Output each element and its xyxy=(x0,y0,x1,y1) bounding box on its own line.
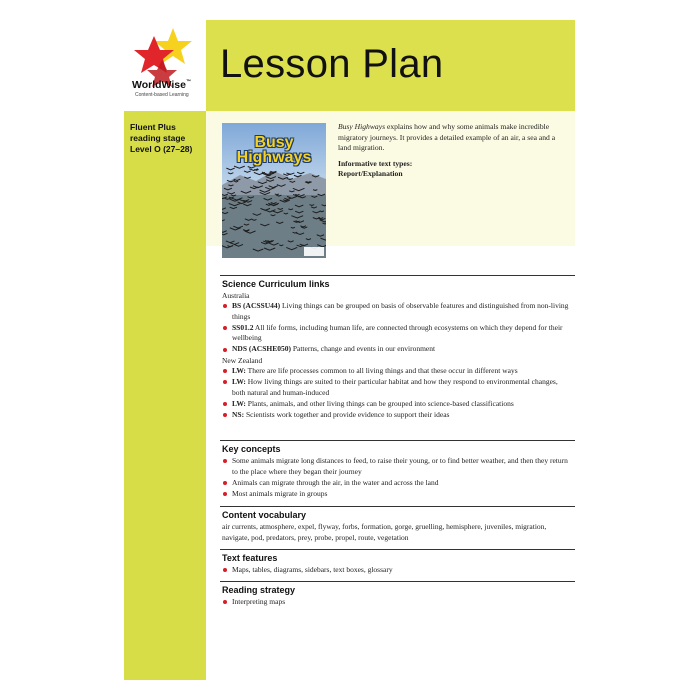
brand-name: WorldWise™ xyxy=(132,79,191,91)
reading-strategy-list xyxy=(222,597,572,608)
curriculum-code: NDS (ACSHE050) xyxy=(232,344,291,354)
summary-paragraph xyxy=(338,122,568,154)
curriculum-code: LW: xyxy=(232,365,246,375)
vocabulary-section xyxy=(222,510,572,543)
curriculum-text: All life forms, including human life, are connected through ecosystems on which they depend for their wellbeing xyxy=(232,322,563,343)
section-divider xyxy=(220,440,575,441)
stage-line: reading stage xyxy=(130,133,186,143)
curriculum-text: How living things are suited to their particular habitat and how they respond to environmental changes, both natural and human-induced xyxy=(232,377,558,397)
curriculum-code: NS: xyxy=(232,409,245,419)
curriculum-item xyxy=(222,399,572,410)
curriculum-item xyxy=(222,377,572,398)
section-divider xyxy=(220,549,575,550)
curriculum-item xyxy=(222,410,572,421)
key-concept-item: Some animals migrate long distances to feed, to raise their young, or to find better weather, and then they return to the place where they began their journey xyxy=(222,456,572,477)
text-features-list xyxy=(222,565,572,576)
curriculum-text: There are life processes common to all living things and that these occur in different ways xyxy=(245,365,518,375)
section-heading: Text features xyxy=(222,553,278,563)
curriculum-text: Patterns, change and events in our environment xyxy=(290,344,436,354)
text-types-label: Informative text types: xyxy=(338,158,413,168)
section-divider xyxy=(220,506,575,507)
key-concept-item: Animals can migrate through the air, in the water and across the land xyxy=(222,478,572,489)
curriculum-text: Living things can be grouped on basis of observable features and distinguished from non-living things xyxy=(232,301,569,321)
page-title: Lesson Plan xyxy=(220,42,444,86)
region-label: New Zealand xyxy=(222,355,263,365)
curriculum-code: LW: xyxy=(232,398,246,408)
curriculum-item xyxy=(222,301,572,322)
curriculum-code: SS01.2 xyxy=(232,322,254,332)
reading-stage xyxy=(130,122,204,155)
curriculum-code: LW: xyxy=(232,377,246,387)
vocabulary-text: air currents, atmosphere, expel, flyway, forbs, formation, gorge, gruelling, hemisphere, juveniles, migration, navigate, pod, predators, prey, probe, propel, route, vegetation xyxy=(222,522,547,542)
text-types-value: Report/Explanation xyxy=(338,169,403,178)
stage-line: Fluent Plus xyxy=(130,122,176,132)
section-divider xyxy=(220,275,575,276)
brand-tagline: Content-based Learning xyxy=(135,92,189,98)
sidebar-strip xyxy=(124,111,206,680)
stage-level: Level O (27–28) xyxy=(130,144,193,154)
key-concepts-list xyxy=(222,456,572,499)
new-zealand-list xyxy=(222,366,572,420)
key-concepts-section xyxy=(222,444,572,500)
curriculum-item xyxy=(222,344,572,355)
book-cover xyxy=(222,123,326,258)
text-features-section xyxy=(222,553,572,576)
section-heading: Reading strategy xyxy=(222,585,296,595)
book-summary xyxy=(338,122,568,180)
section-heading: Key concepts xyxy=(222,444,281,454)
book-title-italic: Busy Highways xyxy=(338,122,386,131)
section-heading: Science Curriculum links xyxy=(222,279,330,289)
reading-strategy-item: Interpreting maps xyxy=(222,597,572,608)
australia-list xyxy=(222,301,572,355)
curriculum-text: Scientists work together and provide evidence to support their ideas xyxy=(244,409,450,419)
reading-strategy-section xyxy=(222,585,572,608)
curriculum-code: BS (ACSSU44) xyxy=(232,301,281,310)
curriculum-text: Plants, animals, and other living things can be grouped into science-based classifications xyxy=(245,398,514,408)
region-label: Australia xyxy=(222,291,250,300)
curriculum-section xyxy=(222,279,572,421)
curriculum-item xyxy=(222,323,572,344)
key-concept-item: Most animals migrate in groups xyxy=(222,489,572,500)
cover-title: Busy xyxy=(254,134,294,151)
section-heading: Content vocabulary xyxy=(222,510,307,520)
curriculum-item xyxy=(222,366,572,377)
cover-title: Highways xyxy=(236,149,312,166)
summary-text: explains how and why some animals make incredible migratory journeys. It provides a detailed example of an air, a sea and a land migration. xyxy=(338,122,556,152)
section-divider xyxy=(220,581,575,582)
text-feature-item: Maps, tables, diagrams, sidebars, text boxes, glossary xyxy=(222,565,572,576)
